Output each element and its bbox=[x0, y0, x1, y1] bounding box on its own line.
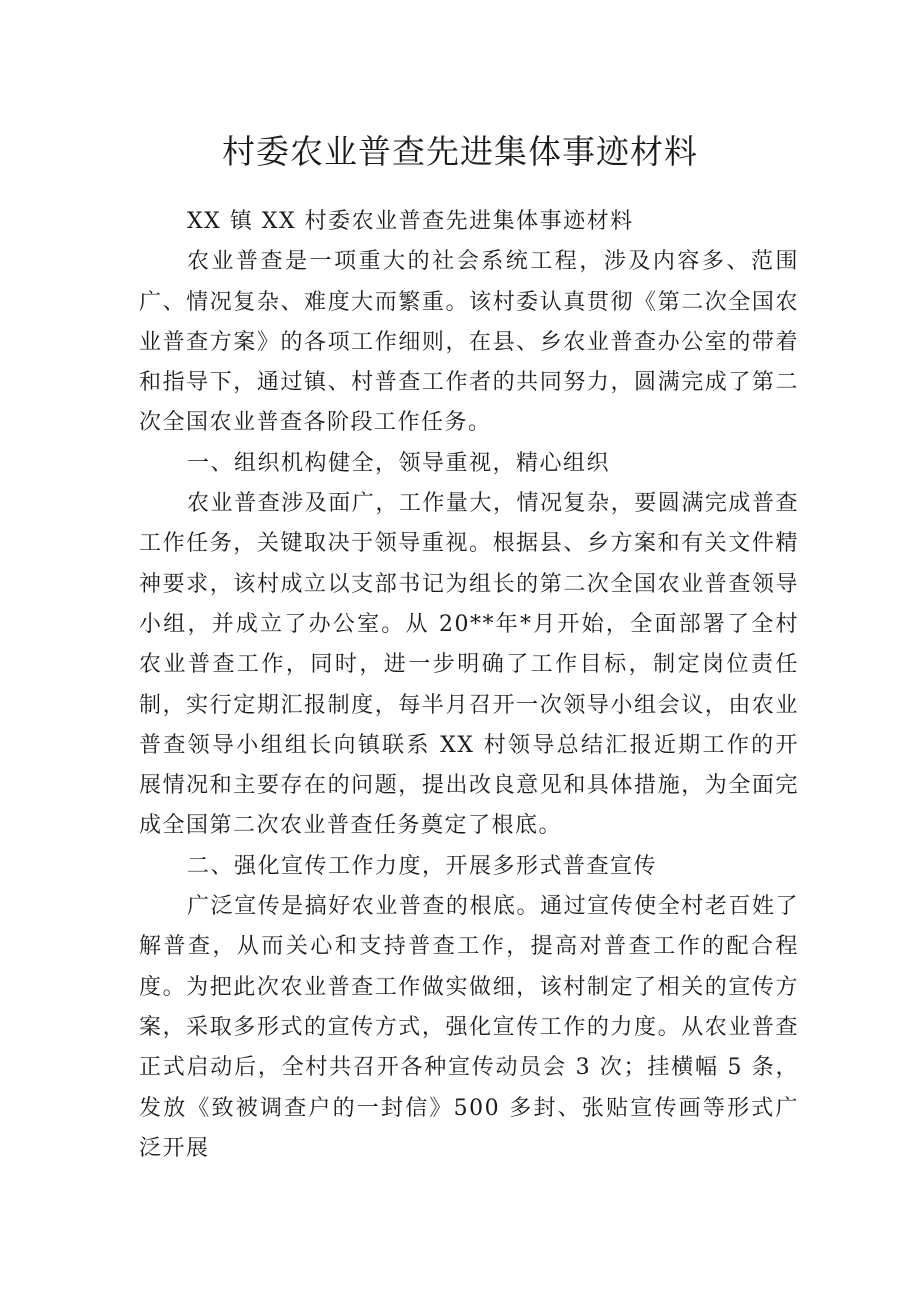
section-2-paragraph: 广泛宣传是搞好农业普查的根底。通过宣传使全村老百姓了解普查，从而关心和支持普查工作，提高对普查工作的配合程度。为把此次农业普查工作做实做细，该村制定了相关的宣传方案，采取多形式的宣传方式，强化宣传工作的力度。从农业普查正式启动后，全村共召开各种宣传动员会 3 次；挂横幅 5 条，发放《致被调查户的一封信》500 多封、张贴宣传画等形式广泛开展 bbox=[139, 894, 799, 1161]
intro-paragraph: 农业普查是一项重大的社会系统工程，涉及内容多、范围广、情况复杂、难度大而繁重。该村委认真贯彻《第二次全国农业普查方案》的各项工作细则，在县、乡农业普查办公室的带着和指导下，通过镇、村普查工作者的共同努力，圆满完成了第二次全国农业普查各阶段工作任务。 bbox=[139, 249, 799, 436]
section-heading-1: 一、组织机构健全，领导重视，精心组织 bbox=[187, 450, 611, 476]
document-title: 村委农业普查先进集体事迹材料 bbox=[222, 132, 698, 171]
subtitle-paragraph: XX 镇 XX 村委农业普查先进集体事迹材料 bbox=[187, 209, 634, 234]
document-body bbox=[139, 202, 799, 1169]
section-1-paragraph: 农业普查涉及面广，工作量大，情况复杂，要圆满完成普查工作任务，关键取决于领导重视。根据县、乡方案和有关文件精神要求，该村成立以支部书记为组长的第二次全国农业普查领导小组，并成立了办公室。从 20**年*月开始，全面部署了全村农业普查工作，同时，进一步明确了工作目标，制定岗位责任制，实行定期汇报制度，每半月召开一次领导小组会议，由农业普查领导小组组长向镇联系 XX 村领导总结汇报近期工作的开展情况和主要存在的问题，提出改良意见和具体措施，为全面完成全国第二次农业普查任务奠定了根底。 bbox=[139, 491, 799, 839]
section-heading-2: 二、强化宣传工作力度，开展多形式普查宣传 bbox=[187, 853, 658, 879]
